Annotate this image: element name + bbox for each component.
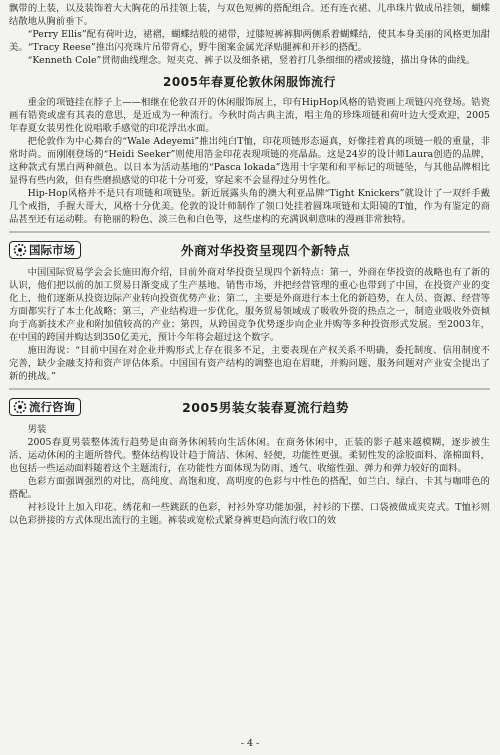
paragraph: 色彩方面强调强烈的对比，高纯度、高饱和度、高明度的色彩与中性色的搭配，如兰白、绿白、卡其与咖啡色的搭配。: [9, 476, 490, 500]
subheading: 男装: [27, 424, 47, 435]
gear-flower-icon: [13, 400, 27, 414]
section-divider: [9, 231, 490, 233]
section-header-fashion-consulting: [9, 396, 490, 418]
paragraph: 衬衫设计上加入印花、绣花和一些跳跃的色彩，衬衫外穿功能加强，衬衫的下摆、口袋被做成夹克式。T恤衫则以色彩拼接的方式体现出流行的主题。裤装或宽松式紧身裤更趋向流行收口的效: [9, 502, 490, 526]
paragraph: 2005春夏男装整体流行趋势是由商务休闲转向生活休闲。在商务休闲中，正装的影子越来越模糊，逐步被生活、运动休闲的主题所替代。整体结构设计趋于简洁、休闲、轻便，功能性更强。柔韧性发的涂胶面料、涤棉面料，也包括一些运动面料随着这个主题流行，在功能性方面体现为防雨、透气、收缩性强、弹力和弹力较好的面料。: [9, 437, 490, 474]
section-title: 2005男装女装春夏流行趋势: [182, 400, 349, 415]
paragraph: 中国国际贸易学会会长施田海介绍，目前外商对华投资呈现四个新特点：第一，外商在华投资的战略也有了新的认识，他们把以前的加工贸易日渐变成了生产基地、销售市场，并把经营管理的重心也带到了中国，在投资产业的变化上，他们逐渐从投资边际产业转向投资优势产业；第二，主要是外商进行本土化的新趋势，在人员、资源、经营等方面都实行了本土化战略；第三，产业结构进一步优化，服务贸易领域成了吸收外资的热点之一，制造业吸收外资倾向于高新技术产业和附加值较高的产业；第四，从跨国竞争优势逐步向企业并购等多种投资形式发展。至2003年，在中国的跨国并购达到350亿美元，预计今年将会超过这个数字。: [9, 267, 490, 343]
paragraph: 重金的项链挂在脖子上——相继在伦敦召开的休闲服饰展上，印有HipHop风格的锆瓷画上项链闪亮登场。锆瓷画有锆瓷或虚有其表的意思，是近成为一种流行。今秋时尚古典主流，唱主角的珍珠项链和荷叶边大受欢迎，2005年春夏女装男性化说唱歌手感觉的印花浮出水面。: [9, 97, 490, 134]
section-divider: [9, 388, 490, 390]
article-title: 2005年春夏伦敦休闲服饰流行: [163, 75, 336, 89]
section-tag: [9, 241, 81, 259]
paragraph: “Perry Ellis”配有荷叶边，裙褶，蝴蝶结般的裙带，过膝短裤裤脚两侧系着蝴蝶结，使其本身美丽的风格更加甜美。“Tracy Reese”推出闪亮珠片吊带背心，野牛图案金属光泽贴腿裤和开衫的搭配。: [9, 29, 490, 53]
section-tag-label: 国际市场: [29, 243, 75, 257]
section-tag-label: 流行咨询: [29, 400, 75, 414]
page-number: - 4 -: [240, 738, 260, 749]
paragraph: 飘带的上装，以及装饰着大大胸花的吊挂领上装，与双色短裤的搭配组合。还有连衣裙、儿串珠片做成吊挂领，蝴蝶结散地从胸前垂下。: [9, 3, 490, 27]
section-title: 外商对华投资呈现四个新特点: [180, 243, 350, 258]
paragraph: 把伦敦作为中心舞台的“Wale Adeyemi”推出纯白T恤，印花项链形态逼真，好像挂着真的项链一般的重量，非常时尚。而刚刚登场的“Heidi Seeker”则使用箔金印花表现项链的亮晶晶。这是24岁的设计师Laura创造的品牌，这种款式有黑白两种颜色。以日本为活动基地的“Pasca lokada”选用十字架和和平标记的项链坠，与其他品牌相比显得有些内敛，但有些磨损感觉的印花十分可爱，穿起来不会显得过分男性化。: [9, 136, 490, 186]
gear-flower-icon: [13, 243, 27, 257]
section-tag: [9, 398, 81, 416]
paragraph: “Kenneth Cole”贯彻曲线理念。短夹克、裤子以及细条裙，竖着打几条细细的褶或接缝，描出身体的曲线。: [27, 55, 476, 66]
paragraph: Hip-Hop风格并不是只有项链和项链坠。新近展露头角的澳大利亚品牌“Tight Knickers”就设计了一双纤手戴几个戒指，手握大哥大，风格十分优美。伦敦的设计师制作了领口处挂着圆珠项链和太阳镜的T恤，作为有鉴定的商品甚至还有运动鞋。有艳丽的粉色、淡三色和白色等，这些虚构的充满讽刺意味的漫画非常独特。: [9, 188, 490, 225]
paragraph: 施田海说：“目前中国在对企业并购形式上存在很多不足，主要表现在产权关系不明确，委托制度、信用制度不完善，缺少金融支持和资产评估体系。中国国有资产结构的调整也迫在眉睫，并购问题、服务问题对产业安全提出了新的挑战。”: [9, 345, 490, 382]
section-header-international-market: [9, 239, 490, 261]
